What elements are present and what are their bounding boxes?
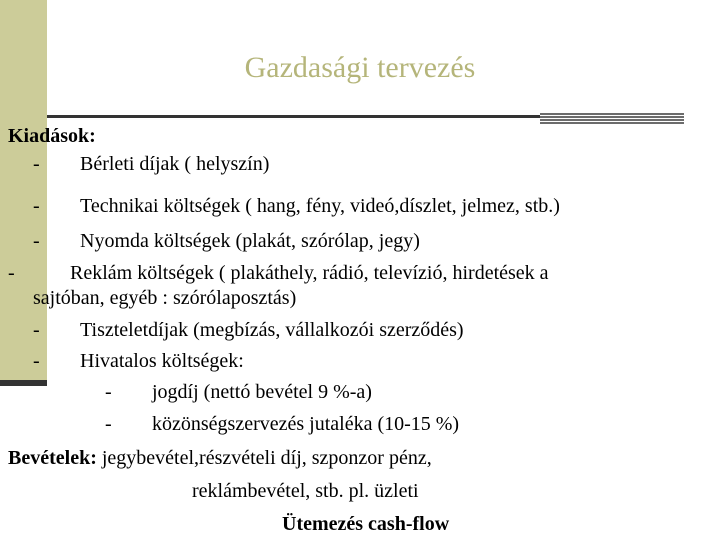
sub-item: közönségszervezés jutaléka (10-15 %): [152, 413, 460, 435]
expense-item: Tiszteletdíjak (megbízás, vállalkozói szerződés): [80, 319, 464, 341]
expense-item-continuation: sajtóban, egyéb : szórólaposztás): [33, 287, 297, 309]
sub-item: jogdíj (nettó bevétel 9 %-a): [152, 381, 372, 403]
item-dash: -: [33, 350, 40, 372]
income-text: jegybevétel,részvételi díj, szponzor pénz,: [96, 447, 432, 469]
item-dash: -: [33, 230, 40, 252]
expense-item: Nyomda költségek (plakát, szórólap, jegy): [80, 230, 420, 252]
title-underline: [47, 115, 542, 118]
item-dash: -: [33, 319, 40, 341]
income-line: [8, 444, 432, 472]
item-dash: -: [8, 262, 15, 284]
expense-item: Hivatalos költségek:: [80, 350, 244, 372]
item-dash: -: [33, 195, 40, 217]
item-dash: -: [33, 153, 40, 175]
income-heading: Bevételek:: [8, 447, 97, 469]
expense-item: Bérleti díjak ( helyszín): [80, 153, 270, 175]
sub-item-dash: -: [105, 413, 112, 435]
schedule-line: Ütemezés cash-flow: [282, 513, 450, 535]
expenses-heading: Kiadások:: [8, 125, 96, 147]
title-underline-striped: [540, 113, 684, 125]
expense-item: Technikai költségek ( hang, fény, videó,díszlet, jelmez, stb.): [80, 195, 560, 217]
sidebar-notch: [0, 380, 47, 386]
income-text-continuation: reklámbevétel, stb. pl. üzleti: [192, 480, 419, 502]
expense-item: Reklám költségek ( plakáthely, rádió, televízió, hirdetések a: [70, 262, 549, 284]
slide-title: Gazdasági tervezés: [244, 51, 476, 84]
sub-item-dash: -: [105, 381, 112, 403]
